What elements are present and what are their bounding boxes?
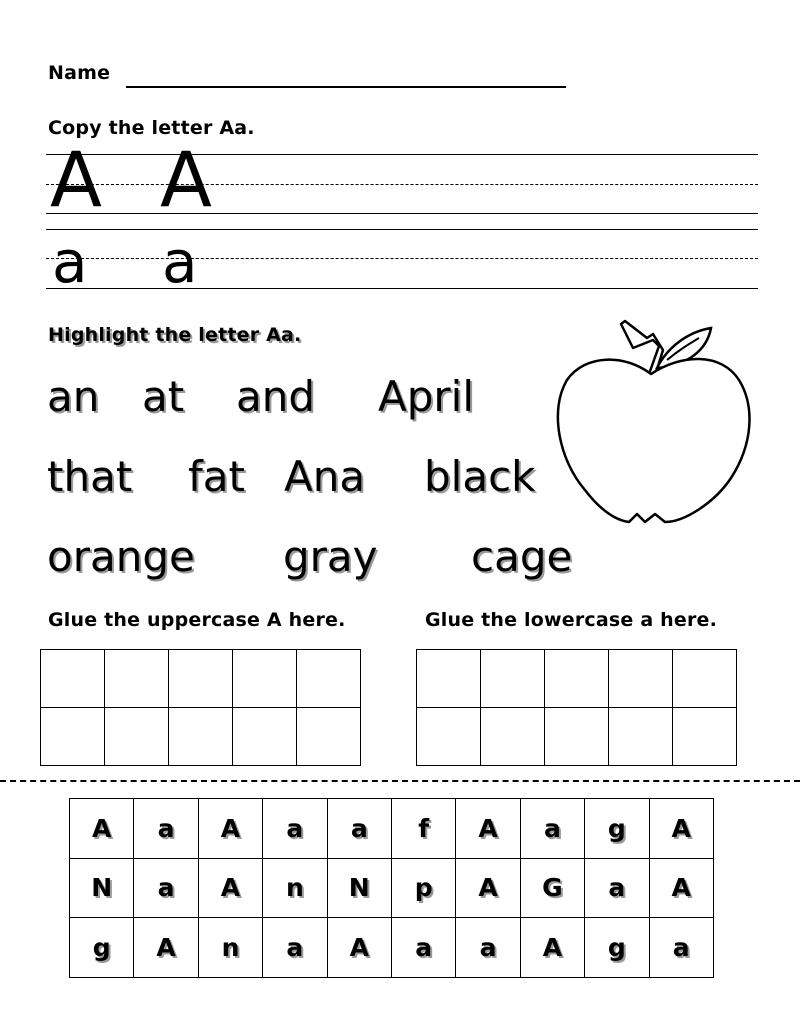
- letter-tile[interactable]: a: [520, 799, 584, 859]
- letter-tile[interactable]: a: [456, 918, 520, 978]
- letter-tile[interactable]: A: [649, 858, 713, 918]
- glue-lowercase-heading: Glue the lowercase a here.: [425, 609, 718, 631]
- letter-tile[interactable]: A: [134, 918, 198, 978]
- letter-cutout-grid: [69, 798, 714, 978]
- letter-tile[interactable]: a: [391, 918, 455, 978]
- letter-tile[interactable]: g: [70, 918, 134, 978]
- letter-tile[interactable]: a: [585, 858, 649, 918]
- lowercase-mid-line: [46, 258, 758, 259]
- lowercase-top-line: [46, 229, 758, 230]
- letter-tile[interactable]: A: [327, 918, 391, 978]
- word-fat[interactable]: fat: [188, 452, 245, 501]
- glue-upper-box[interactable]: [105, 708, 169, 766]
- letter-tile[interactable]: G: [520, 858, 584, 918]
- word-april[interactable]: April: [378, 372, 474, 421]
- uppercase-mid-line: [46, 184, 758, 185]
- letter-tile[interactable]: A: [456, 799, 520, 859]
- trace-letter-lower-2: a: [162, 228, 198, 296]
- glue-uppercase-grid: [40, 649, 361, 766]
- glue-upper-box[interactable]: [105, 650, 169, 708]
- glue-lowercase-grid: [416, 649, 737, 766]
- letter-tile[interactable]: g: [585, 918, 649, 978]
- glue-lower-box[interactable]: [673, 708, 737, 766]
- letter-tile[interactable]: a: [263, 799, 327, 859]
- glue-upper-box[interactable]: [233, 650, 297, 708]
- word-ana[interactable]: Ana: [284, 452, 366, 501]
- letter-tile[interactable]: g: [585, 799, 649, 859]
- letter-tile[interactable]: n: [198, 918, 262, 978]
- word-at[interactable]: at: [142, 372, 185, 421]
- letter-tile[interactable]: a: [649, 918, 713, 978]
- letter-tile[interactable]: f: [391, 799, 455, 859]
- glue-lower-box[interactable]: [609, 708, 673, 766]
- letter-tile[interactable]: p: [391, 858, 455, 918]
- apple-icon: [555, 318, 755, 528]
- glue-upper-box[interactable]: [233, 708, 297, 766]
- glue-lower-box[interactable]: [673, 650, 737, 708]
- copy-heading: Copy the letter Aa.: [48, 117, 255, 139]
- letter-tile[interactable]: a: [134, 858, 198, 918]
- letter-tile[interactable]: a: [134, 799, 198, 859]
- glue-upper-box[interactable]: [297, 708, 361, 766]
- glue-lower-box[interactable]: [417, 650, 481, 708]
- trace-letter-lower-1: a: [52, 228, 88, 296]
- glue-lower-box[interactable]: [545, 650, 609, 708]
- word-orange[interactable]: orange: [47, 532, 195, 581]
- name-label: Name: [48, 62, 111, 84]
- glue-upper-box[interactable]: [169, 650, 233, 708]
- letter-tile[interactable]: n: [263, 858, 327, 918]
- highlight-heading: Highlight the letter Aa.: [48, 324, 302, 346]
- glue-upper-box[interactable]: [41, 650, 105, 708]
- glue-uppercase-heading: Glue the uppercase A here.: [48, 609, 346, 631]
- letter-tile[interactable]: A: [649, 799, 713, 859]
- glue-upper-box[interactable]: [41, 708, 105, 766]
- word-black[interactable]: black: [424, 452, 536, 501]
- cut-line: [0, 780, 800, 782]
- glue-upper-box[interactable]: [169, 708, 233, 766]
- word-gray[interactable]: gray: [283, 532, 378, 581]
- letter-tile[interactable]: A: [198, 799, 262, 859]
- glue-lower-box[interactable]: [481, 708, 545, 766]
- letter-tile[interactable]: A: [520, 918, 584, 978]
- trace-letter-upper-2: A: [160, 135, 212, 224]
- glue-upper-box[interactable]: [297, 650, 361, 708]
- letter-tile[interactable]: a: [263, 918, 327, 978]
- letter-tile[interactable]: A: [198, 858, 262, 918]
- trace-letter-upper-1: A: [50, 135, 102, 224]
- name-write-line[interactable]: [126, 86, 566, 88]
- glue-lower-box[interactable]: [481, 650, 545, 708]
- word-an[interactable]: an: [47, 372, 100, 421]
- word-cage[interactable]: cage: [471, 532, 573, 581]
- letter-tile[interactable]: N: [70, 858, 134, 918]
- word-and[interactable]: and: [236, 372, 316, 421]
- letter-tile[interactable]: N: [327, 858, 391, 918]
- uppercase-top-line: [46, 154, 758, 155]
- letter-tile[interactable]: a: [327, 799, 391, 859]
- uppercase-base-line: [46, 213, 758, 214]
- lowercase-base-line: [46, 288, 758, 289]
- letter-tile[interactable]: A: [456, 858, 520, 918]
- glue-lower-box[interactable]: [609, 650, 673, 708]
- glue-lower-box[interactable]: [545, 708, 609, 766]
- word-that[interactable]: that: [47, 452, 133, 501]
- glue-lower-box[interactable]: [417, 708, 481, 766]
- letter-tile[interactable]: A: [70, 799, 134, 859]
